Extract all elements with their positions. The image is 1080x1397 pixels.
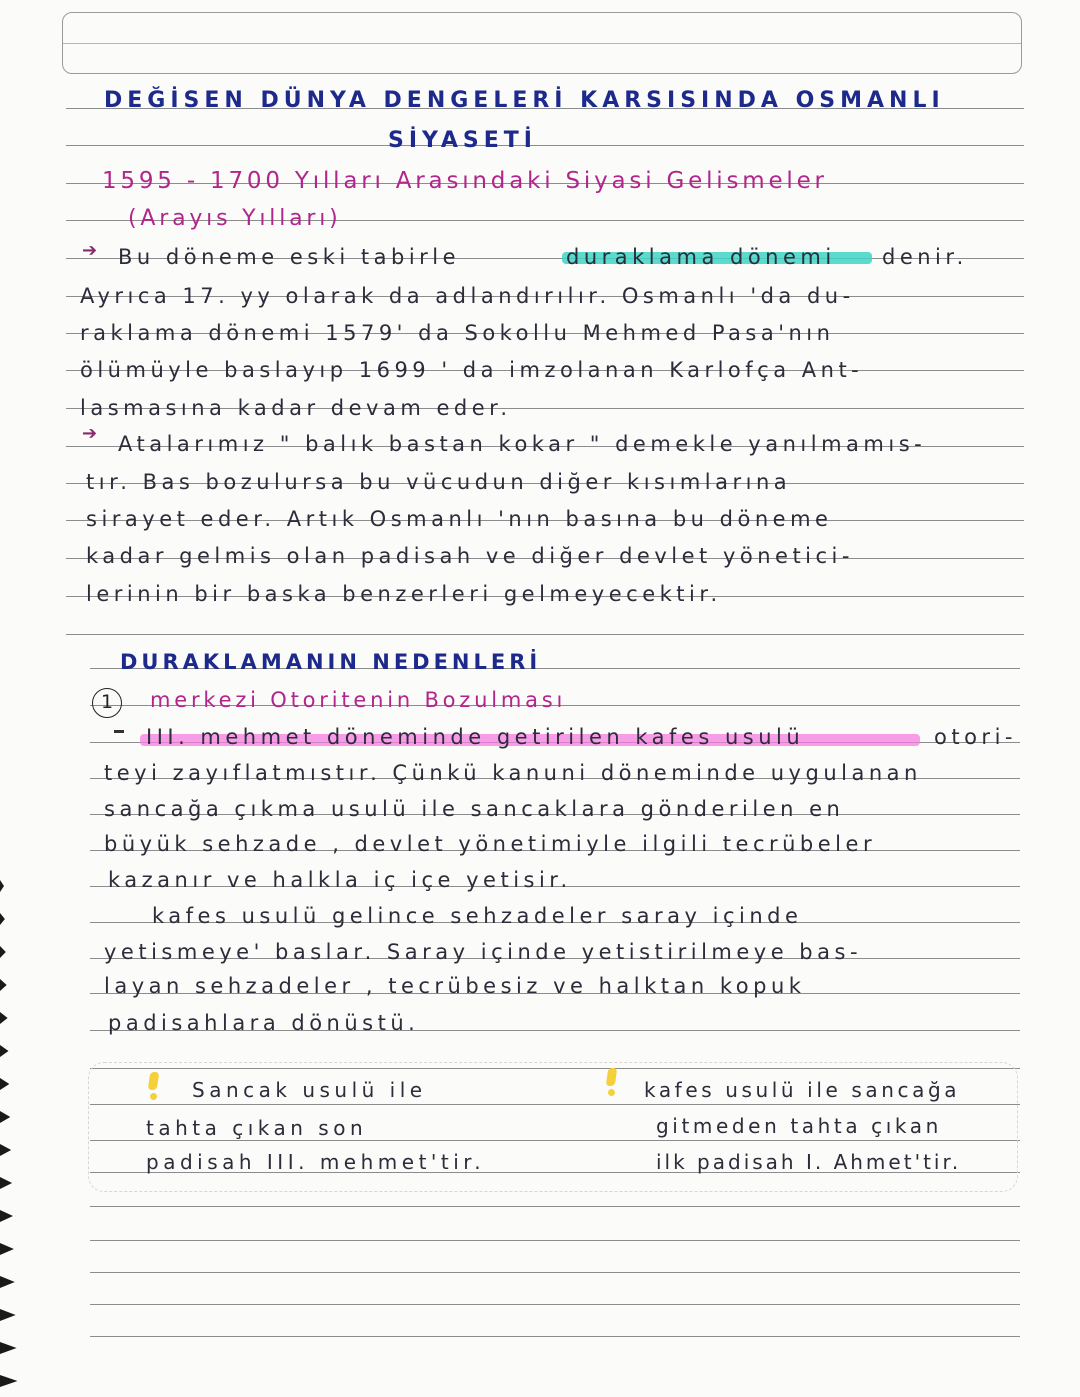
p3-line-5: kazanır ve halkla iç içe yetisir. bbox=[108, 868, 572, 892]
p1-line-1b: duraklama dönemi bbox=[566, 245, 836, 269]
note-right-line-1: kafes usulü ile sancağa bbox=[644, 1078, 961, 1102]
binding-mark bbox=[0, 979, 7, 991]
title-line-1: DEĞİSEN DÜNYA DENGELERİ KARSISINDA OSMANLI bbox=[104, 88, 945, 113]
p1-line-1a: Bu döneme eski tabirle bbox=[118, 245, 461, 269]
item-number: 1 bbox=[92, 688, 122, 718]
ruled-line bbox=[66, 634, 1024, 635]
note-right-line-3: ilk padisah I. Ahmet'tir. bbox=[656, 1150, 962, 1174]
exclamation-icon bbox=[146, 1072, 160, 1100]
p2-line-4: kadar gelmis olan padisah ve diğer devlet yönetici- bbox=[86, 544, 854, 568]
binding-mark bbox=[0, 1078, 9, 1090]
p3-line-7: yetismeye' baslar. Saray içinde yetistirilmeye bas- bbox=[104, 940, 863, 964]
ruled-line bbox=[90, 1240, 1020, 1241]
binding-mark bbox=[0, 880, 4, 892]
p1-line-2: Ayrıca 17. yy olarak da adlandırılır. Osmanlı 'da du- bbox=[80, 284, 855, 308]
binding-mark bbox=[0, 1177, 12, 1189]
ruled-line bbox=[66, 145, 1024, 146]
binding-mark bbox=[0, 1210, 13, 1222]
title-line-2: SİYASETİ bbox=[388, 128, 537, 153]
p1-line-5: lasmasına kadar devam eder. bbox=[80, 396, 512, 420]
dash-icon bbox=[114, 730, 124, 733]
p3-line-1b: otori- bbox=[934, 725, 1017, 749]
note-left-line-3: padisah III. mehmet'tir. bbox=[146, 1150, 486, 1174]
binding-mark bbox=[0, 1309, 16, 1321]
p3-line-4: büyük sehzade , devlet yönetimiyle ilgili tecrübeler bbox=[104, 832, 877, 856]
note-left-line-2: tahta çıkan son bbox=[146, 1116, 368, 1140]
p1-line-1c: denir. bbox=[882, 245, 968, 269]
p1-line-3: raklama dönemi 1579' da Sokollu Mehmed Pasa'nın bbox=[80, 321, 835, 345]
arrow-icon: ➔ bbox=[82, 240, 98, 261]
p3-line-1a: III. mehmet döneminde getirilen kafes usulü bbox=[146, 725, 805, 749]
p2-line-2: tır. Bas bozulursa bu vücudun diğer kısımlarına bbox=[86, 470, 792, 494]
ruled-line bbox=[90, 1304, 1020, 1305]
p2-line-1: Atalarımız " balık bastan kokar " demekle yanılmamıs- bbox=[118, 432, 927, 456]
ruled-line bbox=[90, 1336, 1020, 1337]
p3-line-3: sancağa çıkma usulü ile sancaklara gönderilen en bbox=[104, 797, 845, 821]
subtitle-line-1: 1595 - 1700 Yılları Arasındaki Siyasi Gelismeler bbox=[102, 168, 828, 194]
binding-mark bbox=[0, 1276, 15, 1288]
binding-mark bbox=[0, 1012, 8, 1024]
binding-mark bbox=[0, 946, 6, 958]
p2-line-5: lerinin bir baska benzerleri gelmeyecektir. bbox=[86, 582, 722, 606]
p3-line-9: padisahlara dönüstü. bbox=[108, 1011, 420, 1035]
note-left-line-1: Sancak usulü ile bbox=[192, 1078, 427, 1102]
section-heading: DURAKLAMANIN NEDENLERİ bbox=[120, 650, 542, 674]
arrow-icon: ➔ bbox=[82, 423, 98, 444]
ruled-line bbox=[90, 1206, 1020, 1207]
item-title: merkezi Otoritenin Bozulması bbox=[150, 688, 567, 712]
binding-mark bbox=[0, 1243, 14, 1255]
p2-line-3: sirayet eder. Artık Osmanlı 'nın basına bu döneme bbox=[86, 507, 833, 531]
binding-mark bbox=[0, 1111, 10, 1123]
binding-mark bbox=[0, 913, 5, 925]
p3-line-8: layan sehzadeler , tecrübesiz ve halktan kopuk bbox=[104, 974, 806, 998]
note-right-line-2: gitmeden tahta çıkan bbox=[656, 1114, 942, 1138]
ruled-line bbox=[90, 1272, 1020, 1273]
header-box bbox=[62, 12, 1022, 74]
p1-line-4: ölümüyle baslayıp 1699 ' da imzolanan Karlofça Ant- bbox=[80, 358, 864, 382]
binding-mark bbox=[0, 1375, 18, 1387]
binding-mark bbox=[0, 1045, 9, 1057]
exclamation-icon bbox=[604, 1068, 618, 1096]
subtitle-line-2: (Arayıs Yılları) bbox=[128, 206, 342, 231]
binding-mark bbox=[0, 1342, 17, 1354]
p3-line-6: kafes usulü gelince sehzadeler saray içinde bbox=[152, 904, 803, 928]
p3-line-2: teyi zayıflatmıstır. Çünkü kanuni döneminde uygulanan bbox=[104, 761, 922, 785]
binding-mark bbox=[0, 1144, 11, 1156]
